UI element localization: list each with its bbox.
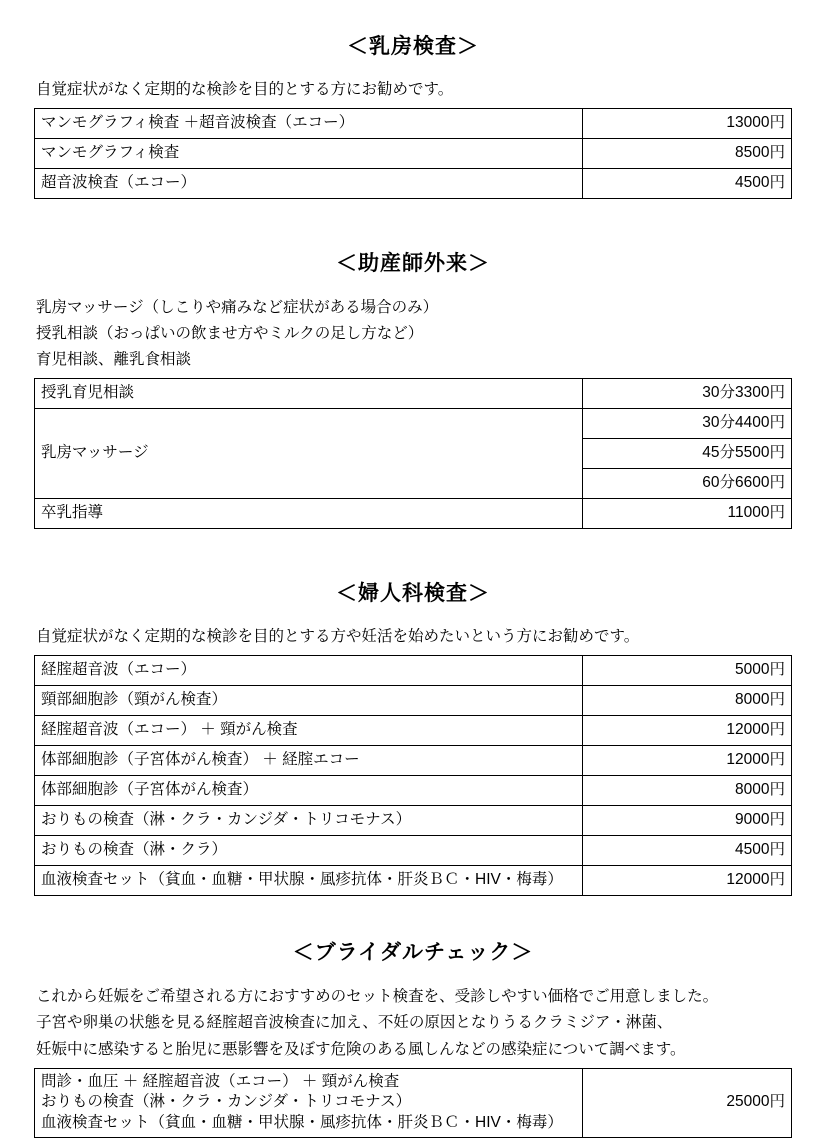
section-spacer bbox=[34, 529, 792, 577]
service-label: 体部細胞診（子宮体がん検査） ＋ 経腟エコー bbox=[35, 746, 583, 776]
service-label: おりもの検査（淋・クラ） bbox=[35, 836, 583, 866]
service-price: 4500円 bbox=[583, 169, 792, 199]
service-label: おりもの検査（淋・クラ・カンジダ・トリコモナス） bbox=[35, 806, 583, 836]
section-intro-list bbox=[36, 984, 792, 1061]
section-title: ＜乳房検査＞ bbox=[347, 35, 479, 58]
section-intro-text: 自覚症状がなく定期的な検診を目的とする方にお勧めです。 bbox=[36, 81, 454, 98]
intro-line: これから妊娠をご希望される方におすすめのセット検査を、受診しやすい価格でご用意しました。 bbox=[36, 988, 719, 1006]
section-title: ＜婦人科検査＞ bbox=[336, 582, 490, 606]
service-price: 12000円 bbox=[583, 716, 792, 746]
service-label: 血液検査セット（貧血・血糖・甲状腺・風疹抗体・肝炎ＢＣ・HIV・梅毒） bbox=[35, 866, 583, 896]
service-price: 12000円 bbox=[583, 746, 792, 776]
section-midwife-outpatient bbox=[34, 247, 792, 529]
service-price: 5000円 bbox=[583, 656, 792, 686]
section-title: ＜ブライダルチェック＞ bbox=[292, 941, 534, 965]
table-row bbox=[35, 656, 792, 686]
service-price: 8500円 bbox=[583, 139, 792, 169]
service-price: 45分5500円 bbox=[583, 439, 792, 469]
table-row bbox=[35, 866, 792, 896]
service-price: 60分6600円 bbox=[583, 469, 792, 499]
table-row bbox=[35, 409, 792, 439]
table-row bbox=[35, 776, 792, 806]
service-price: 12000円 bbox=[583, 866, 792, 896]
table-row bbox=[35, 499, 792, 529]
section-title: ＜助産師外来＞ bbox=[336, 252, 490, 276]
table-row bbox=[35, 109, 792, 139]
service-label: マンモグラフィ検査 ＋超音波検査（エコー） bbox=[35, 109, 583, 139]
service-price: 30分4400円 bbox=[583, 409, 792, 439]
service-price: 11000円 bbox=[583, 499, 792, 529]
table-row bbox=[35, 746, 792, 776]
service-price: 9000円 bbox=[583, 806, 792, 836]
table-row bbox=[35, 716, 792, 746]
service-price: 4500円 bbox=[583, 836, 792, 866]
service-label: 頸部細胞診（頸がん検査） bbox=[35, 686, 583, 716]
service-label-line: おりもの検査（淋・クラ・カンジダ・トリコモナス） bbox=[41, 1093, 412, 1111]
service-label: 超音波検査（エコー） bbox=[35, 169, 583, 199]
section-intro-text: 自覚症状がなく定期的な検診を目的とする方や妊活を始めたいという方にお勧めです。 bbox=[36, 628, 640, 646]
intro-line: 妊娠中に感染すると胎児に悪影響を及ぼす危険のある風しんなどの感染症について調べます。 bbox=[36, 1040, 686, 1058]
section-bridal-check bbox=[34, 936, 792, 1138]
intro-line: 乳房マッサージ（しこりや痛みなど症状がある場合のみ） bbox=[36, 299, 439, 317]
service-price: 8000円 bbox=[583, 776, 792, 806]
section-intro-list bbox=[36, 295, 792, 372]
intro-line: 育児相談、離乳食相談 bbox=[36, 351, 192, 369]
service-label: 体部細胞診（子宮体がん検査） bbox=[35, 776, 583, 806]
table-row bbox=[35, 686, 792, 716]
price-table-midwife bbox=[34, 378, 792, 529]
price-table-bridal bbox=[34, 1068, 792, 1138]
service-label: 経腟超音波（エコー） ＋ 頸がん検査 bbox=[35, 716, 583, 746]
service-label: 卒乳指導 bbox=[35, 499, 583, 529]
service-label-line: 問診・血圧 ＋ 経腟超音波（エコー） ＋ 頸がん検査 bbox=[41, 1072, 400, 1090]
section-spacer bbox=[34, 896, 792, 936]
price-table-gynecology bbox=[34, 655, 792, 896]
table-row bbox=[35, 139, 792, 169]
table-row bbox=[35, 379, 792, 409]
service-price: 30分3300円 bbox=[583, 379, 792, 409]
section-spacer bbox=[34, 199, 792, 247]
service-price: 13000円 bbox=[583, 109, 792, 139]
intro-line: 子宮や卵巣の状態を見る経腟超音波検査に加え、不妊の原因となりうるクラミジア・淋菌、 bbox=[36, 1014, 673, 1032]
service-label: 経腟超音波（エコー） bbox=[35, 656, 583, 686]
service-label: マンモグラフィ検査 bbox=[35, 139, 583, 169]
service-price: 8000円 bbox=[583, 686, 792, 716]
service-label: 授乳育児相談 bbox=[35, 379, 583, 409]
table-row bbox=[35, 806, 792, 836]
table-row bbox=[35, 1068, 792, 1137]
price-table-breast-exam bbox=[34, 108, 792, 199]
service-label-group bbox=[35, 1068, 583, 1137]
service-price: 25000円 bbox=[583, 1068, 792, 1137]
service-label-line: 血液検査セット（貧血・血糖・甲状腺・風疹抗体・肝炎ＢＣ・HIV・梅毒） bbox=[41, 1113, 563, 1131]
section-gynecology-exam bbox=[34, 577, 792, 896]
service-label: 乳房マッサージ bbox=[35, 409, 583, 499]
section-breast-exam bbox=[34, 30, 792, 199]
table-row bbox=[35, 836, 792, 866]
table-row bbox=[35, 169, 792, 199]
intro-line: 授乳相談（おっぱいの飲ませ方やミルクの足し方など） bbox=[36, 325, 424, 343]
